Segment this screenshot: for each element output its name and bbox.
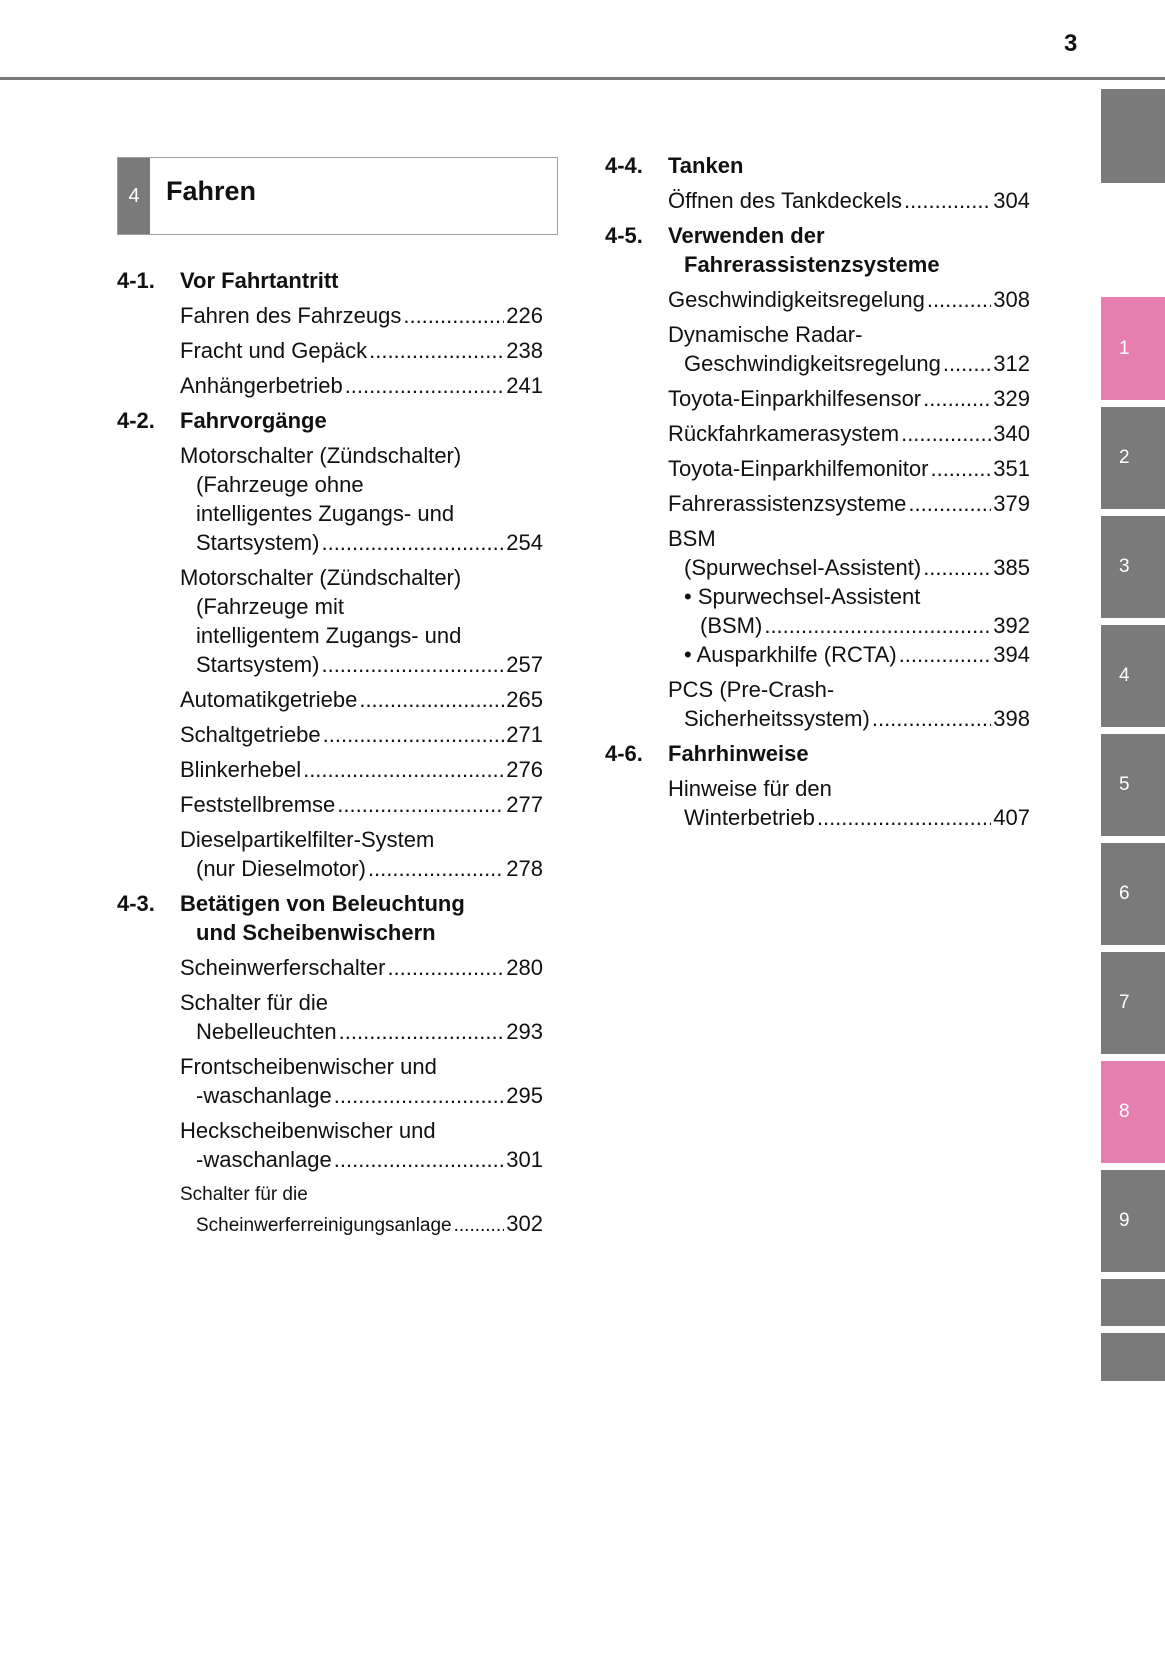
toc-entry[interactable]: Toyota-Einparkhilfemonitor ..... 351 [605, 454, 1030, 483]
chapter-tab-5[interactable]: 5 [1101, 734, 1165, 836]
page-number: 3 [1064, 30, 1078, 57]
toc-entry[interactable]: PCS (Pre-Crash- Sicherheitssystem) ..... 398 [605, 675, 1030, 733]
chapter-tab-3[interactable]: 3 [1101, 516, 1165, 618]
chapter-tab-1[interactable]: 1 [1101, 297, 1165, 400]
toc-subentry[interactable]: • Ausparkhilfe (RCTA) ..... 394 [668, 640, 1030, 669]
chapter-tab-6[interactable]: 6 [1101, 843, 1165, 945]
toc-entry[interactable]: Feststellbremse ..... 277 [117, 790, 543, 819]
toc-right-column [605, 151, 1030, 832]
chapter-header [117, 157, 558, 235]
chapter-tab-4[interactable]: 4 [1101, 625, 1165, 727]
toc-entry[interactable]: Fracht und Gepäck ..... 238 [117, 336, 543, 365]
chapter-number: 4 [118, 158, 150, 234]
toc-entry[interactable]: Rückfahrkamerasystem ..... 340 [605, 419, 1030, 448]
header-rule [0, 77, 1165, 80]
chapter-tab[interactable] [1101, 1333, 1165, 1381]
section-heading: 4-5. Verwenden der Fahrerassistenzsysteme [605, 223, 940, 277]
toc-entry[interactable]: BSM (Spurwechsel-Assistent) ..... 385 • Spurwechsel-Assistent (BSM) ..... 392 • Ausparkhilfe (RCTA) ..... 394 [605, 524, 1030, 669]
chapter-tab-7[interactable]: 7 [1101, 952, 1165, 1054]
toc-entry[interactable]: Heckscheibenwischer und -waschanlage ..... 301 [117, 1116, 543, 1174]
section-heading: 4-2. Fahrvorgänge [117, 408, 327, 433]
chapter-tab[interactable] [1101, 1279, 1165, 1326]
toc-entry[interactable]: Motorschalter (Zündschalter) (Fahrzeuge ohne intelligentes Zugangs- und Startsystem) ..... 254 [117, 441, 543, 557]
toc-entry[interactable]: Fahrerassistenzsysteme ..... 379 [605, 489, 1030, 518]
toc-entry[interactable]: Frontscheibenwischer und -waschanlage ..... 295 [117, 1052, 543, 1110]
section-heading: 4-3. Betätigen von Beleuchtung und Scheibenwischern [117, 891, 465, 945]
toc-entry[interactable]: Scheinwerferschalter ..... 280 [117, 953, 543, 982]
toc-entry[interactable]: Schalter für die Nebelleuchten ..... 293 [117, 988, 543, 1046]
section-heading: 4-1. Vor Fahrtantritt [117, 268, 339, 293]
section-heading: 4-6. Fahrhinweise [605, 741, 809, 766]
toc-entry[interactable]: Schaltgetriebe ..... 271 [117, 720, 543, 749]
toc-subentry[interactable]: • Spurwechsel-Assistent [684, 584, 921, 609]
chapter-tab-8[interactable]: 8 [1101, 1061, 1165, 1163]
section-heading: 4-4. Tanken [605, 153, 744, 178]
toc-entry[interactable]: Fahren des Fahrzeugs ..... 226 [117, 301, 543, 330]
toc-entry[interactable]: Hinweise für den Winterbetrieb ..... 407 [605, 774, 1030, 832]
toc-entry[interactable]: Dieselpartikelfilter-System (nur Dieselmotor) ..... 278 [117, 825, 543, 883]
toc-entry[interactable]: Öffnen des Tankdeckels ..... 304 [605, 186, 1030, 215]
toc-entry[interactable]: Dynamische Radar- Geschwindigkeitsregelung ..... 312 [605, 320, 1030, 378]
toc-entry[interactable]: Anhängerbetrieb ..... 241 [117, 371, 543, 400]
toc-entry[interactable]: Blinkerhebel ..... 276 [117, 755, 543, 784]
chapter-tab[interactable] [1101, 89, 1165, 183]
chapter-tab-9[interactable]: 9 [1101, 1170, 1165, 1272]
chapter-tabs [1101, 0, 1165, 1653]
toc-left-column [117, 266, 543, 1240]
toc-entry[interactable]: Motorschalter (Zündschalter) (Fahrzeuge mit intelligentem Zugangs- und Startsystem) ..... 257 [117, 563, 543, 679]
toc-entry[interactable]: Automatikgetriebe ..... 265 [117, 685, 543, 714]
chapter-tab-2[interactable]: 2 [1101, 407, 1165, 509]
chapter-title: Fahren [166, 176, 257, 206]
toc-entry[interactable]: Geschwindigkeitsregelung ..... 308 [605, 285, 1030, 314]
toc-subentry[interactable]: (BSM) ..... 392 [668, 611, 1030, 640]
toc-entry[interactable]: Toyota-Einparkhilfesensor ..... 329 [605, 384, 1030, 413]
toc-entry[interactable]: Schalter für die Scheinwerferreinigungsanlage ..... 302 [117, 1180, 543, 1240]
